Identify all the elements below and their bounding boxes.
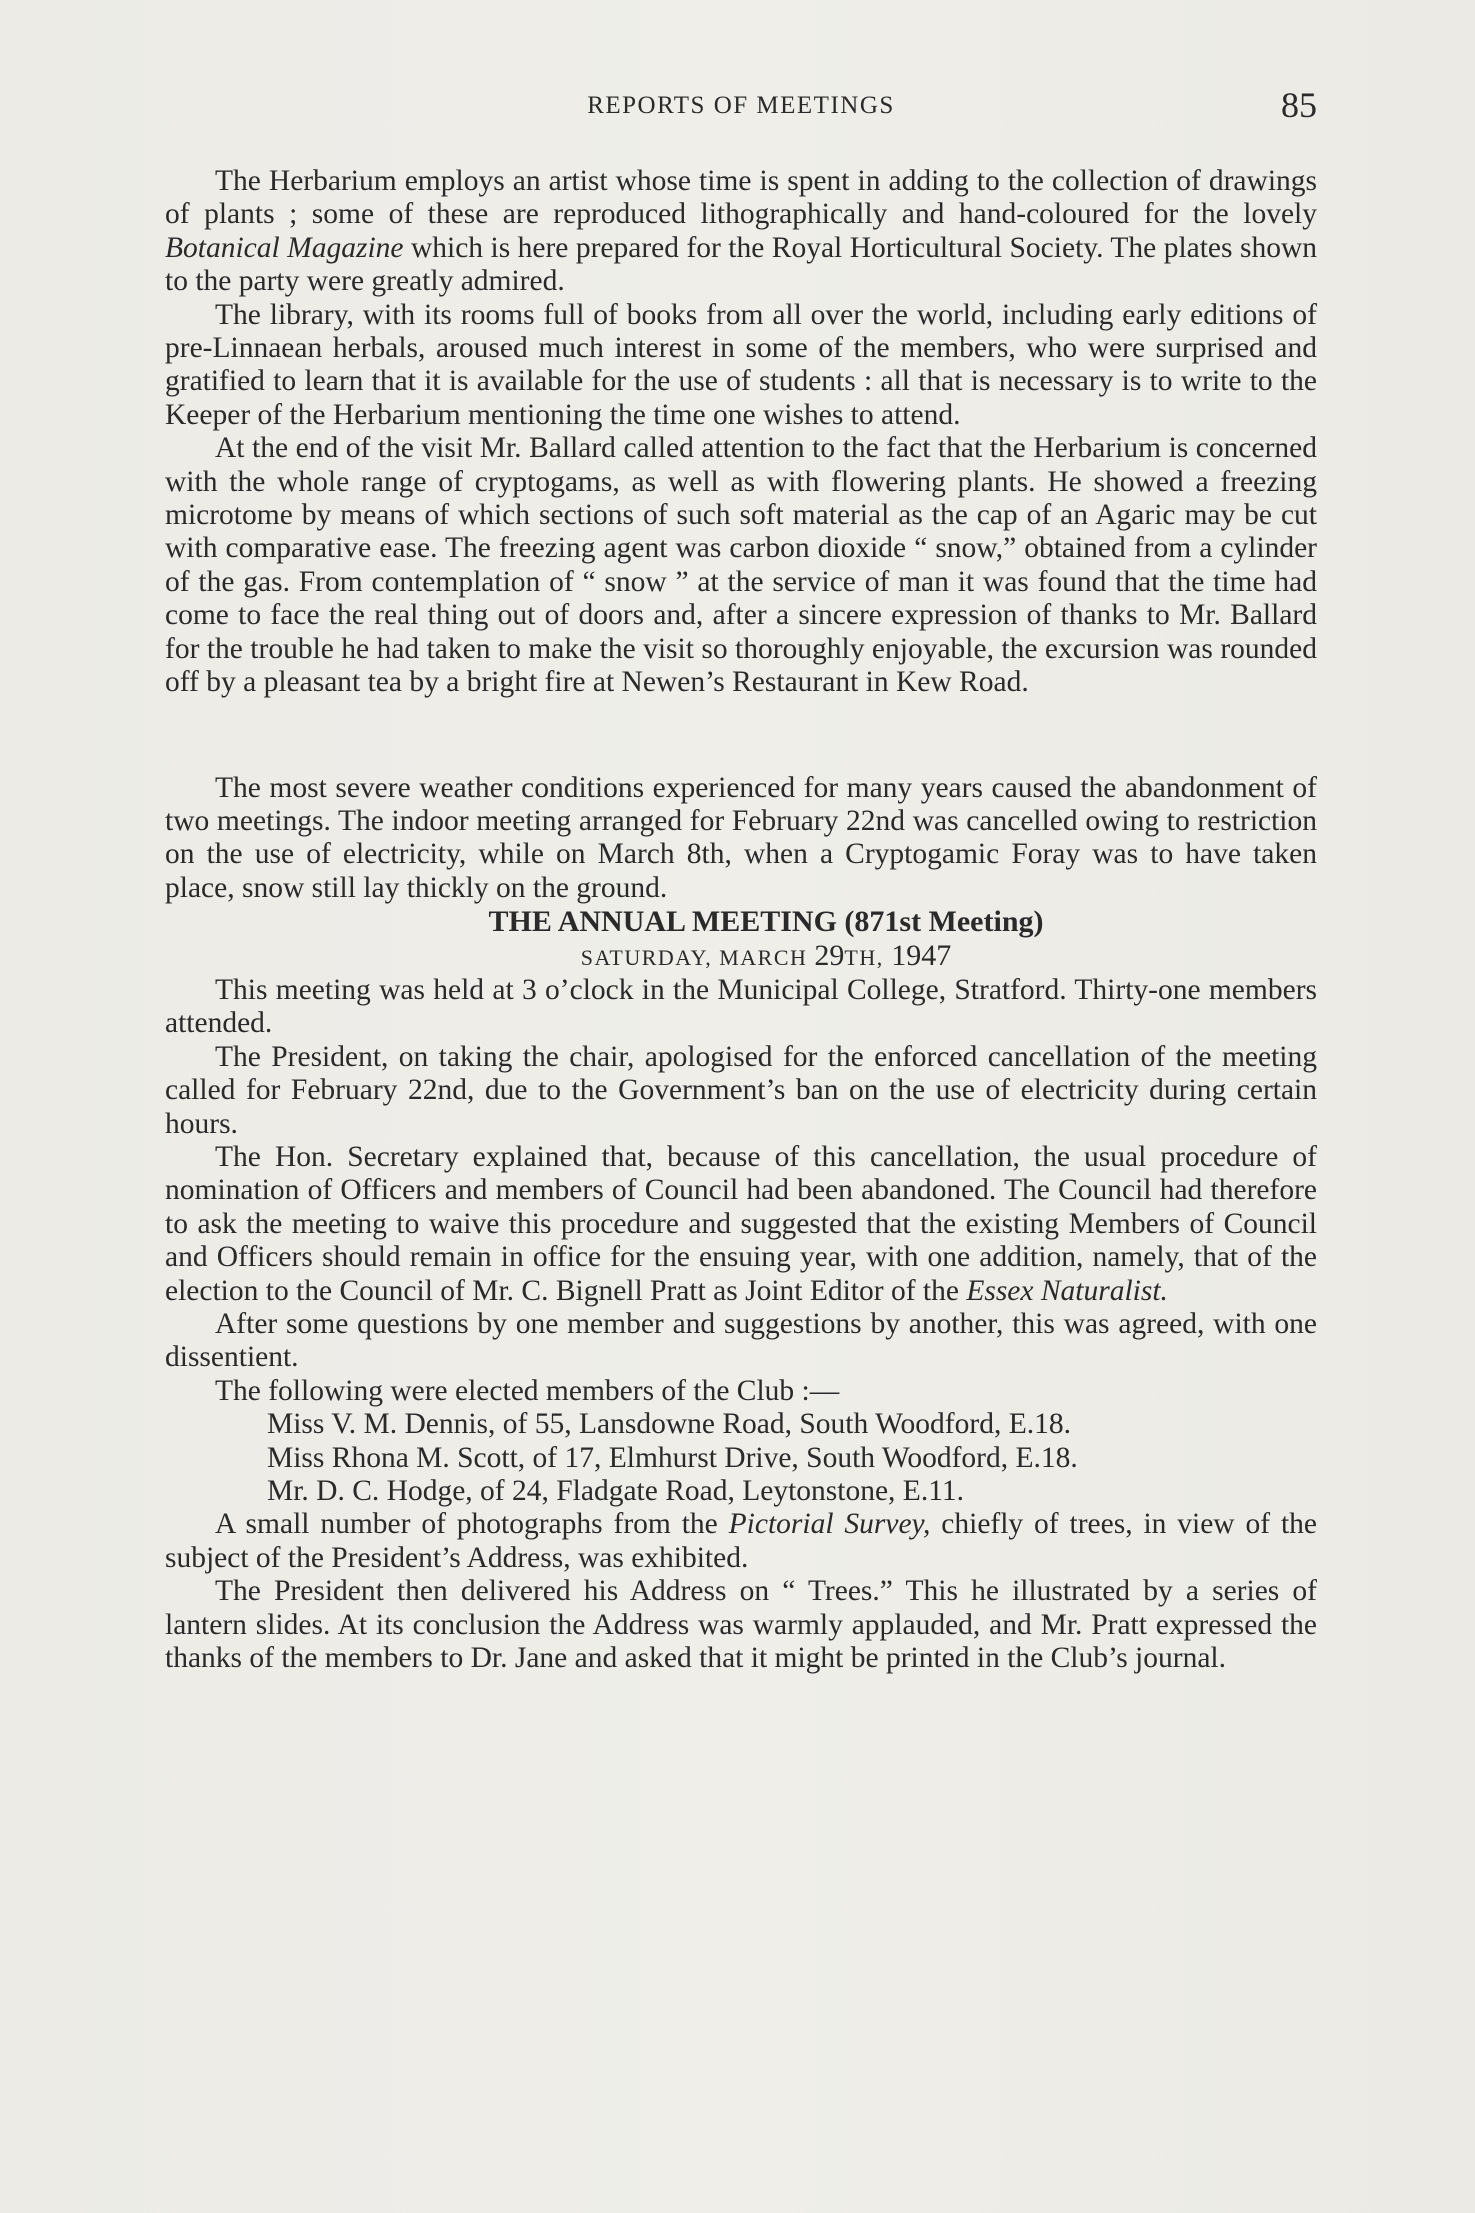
date-suffix: TH, [844,944,884,970]
running-head: REPORTS OF MEETINGS [587,92,895,119]
paragraph-weather: The most severe weather conditions experienced for many years caused the abandonment of two meetings. The indoor meeting arranged for February 22nd was cancelled owing to restriction on the use of electricity, while on March 8th, when a Cryptogamic Foray was to have taken place, snow still lay thickly on the ground. [165,771,1317,904]
paragraph-text: which is here prepared for the Royal Horticultural Society. The plates shown to the party were greatly admired. [165,231,1317,298]
section-heading: THE ANNUAL MEETING (871st Meeting) [488,905,1044,939]
paragraph-herbarium-artist [165,165,1317,299]
paragraph-visit-end: At the end of the visit Mr. Ballard called attention to the fact that the Herbarium is concerned with the whole range of cryptogams, as well as with flowering plants. He showed a freezing microtome by means of which sections of such soft material as the cap of an Agaric may be cut with comparative ease. The freezing agent was carbon dioxide “ snow,” obtained from a cylinder of the gas. From contemplation of “ snow ” at the service of man it was found that the time had come to face the real thing out of doors and, after a sincere expression of thanks to Mr. Ballard for the trouble he had taken to make the visit so thoroughly enjoyable, the excursion was rounded off by a pleasant tea by a bright fire at Newen’s Restaurant in Kew Road. [165,432,1317,699]
body-text [165,165,1317,1675]
paragraph-text: The Herbarium employs an artist whose time is spent in adding to the collection of drawings of plants ; some of these are reproduced lithographically and hand-coloured for the lovely [165,165,1317,231]
paragraph-meeting-held: This meeting was held at 3 o’clock in the Municipal College, Stratford. Thirty-one members attended. [165,973,1317,1040]
survey-title: Pictorial Survey, [728,1508,931,1541]
paragraph-text: chiefly of trees, in view of the subject of the President’s Address, was exhibited. [165,1508,1317,1574]
list-item: Mr. D. C. Hodge, of 24, Fladgate Road, Leytonstone, E.11. [267,1475,964,1508]
paragraph-text: The Hon. Secretary explained that, because of this cancellation, the usual procedure of nomination of Officers and members of Council had been abandoned. The Council had therefore to ask the meeting to waive this procedure and suggested that the existing Members of Council and Officers should remain in office for the ensuing year, with one addition, namely, that of the election to the Council of Mr. C. Bignell Pratt as Joint Editor of the [165,1140,1317,1307]
journal-title: Botanical Magazine [165,231,404,264]
page-header [165,84,1317,128]
date-year: 1947 [883,938,952,972]
paragraph-photographs [165,1508,1317,1575]
paragraph-address: The President then delivered his Address on “ Trees.” This he illustrated by a series of lantern slides. At its conclusion the Address was warmly applauded, and Mr. Pratt expressed the thanks of the members to Dr. Jane and asked that it might be printed in the Club’s journal. [165,1575,1317,1675]
page-number: 85 [1281,85,1317,125]
paragraph-elected-intro: The following were elected members of the Club :— [215,1374,840,1407]
paragraph-secretary [165,1141,1317,1308]
date-day: 29 [814,938,845,972]
list-item: Miss V. M. Dennis, of 55, Lansdowne Road, South Woodford, E.18. [267,1408,1071,1441]
paragraph-president-chair: The President, on taking the chair, apologised for the enforced cancellation of the meeting called for February 22nd, due to the Government’s ban on the use of electricity during certain hours. [165,1040,1317,1140]
journal-title: Essex Naturalist. [966,1274,1168,1307]
date-words: SATURDAY, MARCH [580,944,815,970]
elected-members-list [165,1408,1317,1508]
meeting-date [165,939,1317,974]
paragraph-text: A small number of photographs from the [215,1508,729,1541]
paragraph-library: The library, with its rooms full of books from all over the world, including early editions of pre-Linnaean herbals, aroused much interest in some of the members, who were surprised and gratified to learn that it is available for the use of students : all that is necessary is to write to the Keeper of the Herbarium mentioning the time one wishes to attend. [165,298,1317,431]
list-item: Miss Rhona M. Scott, of 17, Elmhurst Drive, South Woodford, E.18. [267,1441,1078,1474]
paragraph-agreed: After some questions by one member and suggestions by another, this was agreed, with one dissentient. [165,1308,1317,1374]
